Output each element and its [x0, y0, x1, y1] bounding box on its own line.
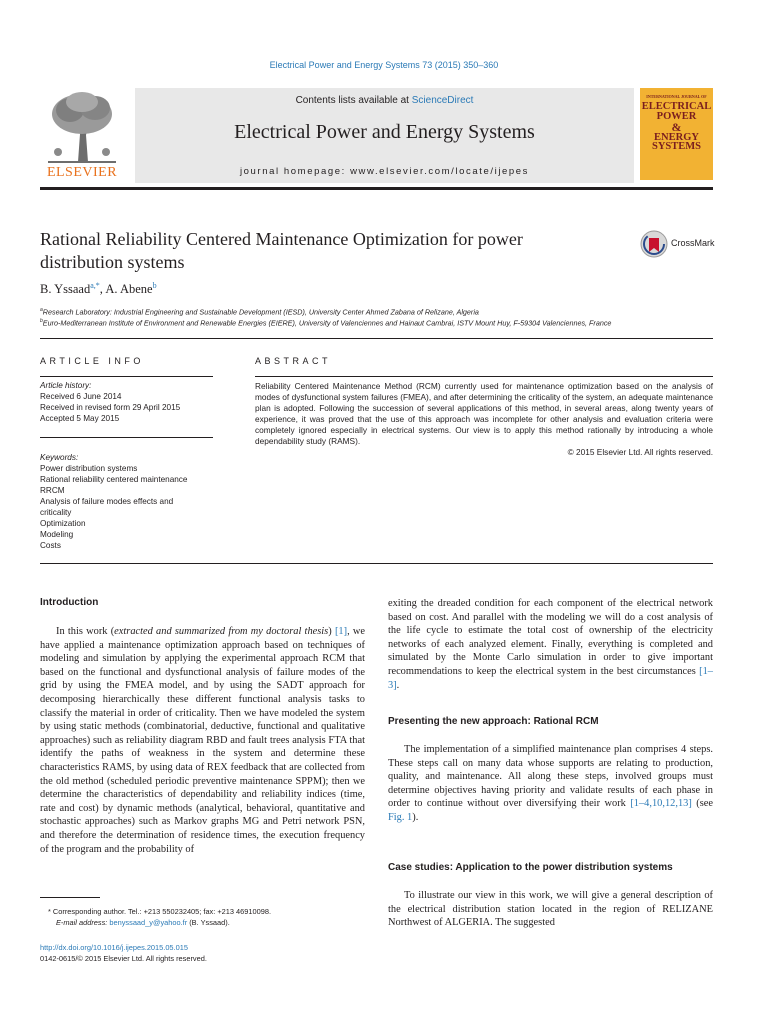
issn-copyright: 0142-0615/© 2015 Elsevier Ltd. All rights reserved. — [40, 954, 207, 963]
section-2-paragraph — [388, 743, 713, 825]
crossmark-icon — [640, 230, 668, 258]
introduction-heading: Introduction — [40, 597, 99, 608]
cover-line-3: POWER — [656, 111, 697, 122]
author-1: B. Yssaad — [40, 282, 91, 297]
affil-a-text: Research Laboratory: Industrial Engineering and Sustainable Development (IESD), University Center Ahmed Zabana of Relizane, Algeria — [42, 307, 479, 317]
right-text-a: exiting the dreaded condition for each component of the electrical network based on cost. And parallel with the modeling we will do a cost analysis of the life cycle to estimate the total cost of ownership of the electricity networks of each analyzed element. Finally, everything is completed and simulated by the Monte Carlo simulation in order to give important recommendations to keep the electrical system in the best circumstances — [388, 598, 713, 677]
sciencedirect-link[interactable]: ScienceDirect — [411, 95, 474, 106]
doi-block — [40, 942, 440, 964]
section-2-heading: Presenting the new approach: Rational RCM — [388, 716, 599, 727]
crossmark-label: CrossMark — [671, 238, 715, 248]
contents-line — [135, 95, 634, 106]
keyword: Analysis of failure modes effects and — [40, 497, 174, 506]
cover-line-5: ENERGY — [654, 132, 699, 143]
abstract-copyright: © 2015 Elsevier Ltd. All rights reserved. — [567, 447, 713, 457]
cover-line-4: & — [671, 120, 682, 134]
keyword: Rational reliability centered maintenance — [40, 475, 188, 484]
journal-cover[interactable] — [640, 88, 713, 180]
accepted-date: Accepted 5 May 2015 — [40, 414, 120, 423]
section-3-heading: Case studies: Application to the power distribution systems — [388, 862, 673, 873]
introduction-paragraph — [40, 625, 365, 856]
right-text-b: . — [396, 679, 400, 691]
section2-text-b: (see — [691, 798, 714, 810]
journal-citation[interactable]: Electrical Power and Energy Systems 73 (2015) 350–360 — [269, 60, 499, 70]
email-label: E-mail address: — [56, 918, 110, 927]
author-2-affil[interactable]: b — [152, 281, 157, 290]
section2-text-a: The implementation of a simplified maintenance plan comprises 4 steps. These steps call on many data whose supports are relating to production, quality, and maintenance. All along these steps, involved groups must determine objectives having priority and validate results of each phase in order to continue without over diversifying their work — [388, 744, 713, 810]
keyword: Optimization — [40, 519, 86, 528]
article-info-rule — [40, 376, 213, 377]
footnote-rule — [40, 897, 100, 898]
keywords-label: Keywords: — [40, 453, 79, 462]
affiliations-rule — [40, 338, 713, 339]
abstract-body: Reliability Centered Maintenance Method (RCM) currently used for maintenance optimization based on the analysis of modes of dysfunctional system failures (FMEA), and after determining the criticality of the system, an adequate maintenance plan is adopted. Following the succession of several applications of this method, in several areas, along twenty years of experience, it was proved that the use of this approach was incomplete for other analysis and evaluation criteria were completely ignored especially in electrical systems. Our view is to apply this method rationally by introducing a whole dependability study (RAMS). — [255, 381, 713, 446]
abstract-text — [255, 381, 713, 458]
article-info-heading: ARTICLE INFO — [40, 356, 144, 366]
history-rule — [40, 437, 213, 438]
keyword: criticality — [40, 508, 72, 517]
intro-italic: extracted and summarized from my doctoral thesis — [114, 626, 329, 637]
ref-link-1-3[interactable]: [1–3] — [388, 665, 713, 691]
contents-prefix: Contents lists available at — [295, 95, 412, 106]
keyword: Modeling — [40, 530, 74, 539]
author-2: , A. Abene — [99, 282, 153, 297]
email-link[interactable]: benyssaad_y@yahoo.fr — [109, 918, 188, 927]
front-matter-rule — [40, 563, 713, 564]
email-suffix: (B. Yssaad). — [187, 918, 230, 927]
affil-a-marker: a — [40, 307, 43, 313]
author-1-affil[interactable]: a, — [90, 281, 96, 290]
journal-homepage[interactable]: journal homepage: www.elsevier.com/locate/ijepes — [239, 166, 530, 177]
right-column-paragraph-1 — [388, 597, 713, 692]
footnote-block — [48, 906, 368, 928]
crossmark-badge[interactable] — [640, 228, 715, 260]
affiliation-a — [40, 307, 720, 316]
intro-text-c: , we have applied a maintenance optimization approach based on techniques of modeling and simulation by applying the experimental approach RCM that based on the functional and dysfunctional analysis of failure modes of the grid by using the FMEA model, and by using the SADT approach for decomposing hierarchically these different functional analysis tasks to classify the material in order of criticality. Then we have modeled the system by using static methods (combinatorial, deductive, functional and qualitative approaches) such as reliability diagram RBD and fault trees analysis FTA that identify the paths of weakness in the system and determine these characteristics RAMS, by using data of REX feedback that are collected from the old method (scheduled periodic preventive maintenance SPPM); then we determine the characteristics of dependability and reliability indices (time, rate and cost) by dynamic methods (analytical, behavioral, quantitative and stochastic approaches) such as Markov graphs MG and Petri network PSN, and therefore the determination of residence times, the execution frequency of the program and the probability of — [40, 626, 366, 855]
affil-b-marker: b — [40, 318, 43, 324]
section2-text-c: ). — [412, 811, 419, 823]
publisher-name: ELSEVIER — [46, 165, 118, 180]
keyword: Power distribution systems — [40, 464, 138, 473]
revised-date: Received in revised form 29 April 2015 — [40, 403, 181, 412]
keyword: RRCM — [40, 486, 65, 495]
affil-b-text: Euro-Mediterranean Institute of Environment and Renewable Energies (EIERE), University of Valenciennes and Hainaut Cambrai, ISTV Mount Huy, F-59304 Valenciennes, France — [42, 318, 612, 328]
authors-line — [40, 281, 157, 297]
section3-text: To illustrate our view in this work, we will give a general description of the electrical distribution station located in the region of RELIZANE Northwest of ALGERIA. The suggested — [388, 890, 713, 929]
header-rule — [40, 187, 713, 190]
history-label: Article history: — [40, 381, 92, 390]
corresponding-star[interactable]: * — [95, 281, 100, 290]
cover-line-2: ELECTRICAL — [641, 101, 712, 112]
keywords-block — [40, 452, 215, 551]
fig-1-link[interactable]: Fig. 1 — [388, 811, 413, 823]
keyword: Costs — [40, 541, 61, 550]
received-date: Received 6 June 2014 — [40, 392, 122, 401]
section-3-paragraph — [388, 889, 713, 930]
corresponding-author-note: * Corresponding author. Tel.: +213 550232405; fax: +213 46910098. — [48, 907, 271, 916]
journal-title: Electrical Power and Energy Systems — [234, 121, 535, 143]
cover-line-6: SYSTEMS — [651, 141, 702, 152]
email-line — [48, 917, 368, 928]
abstract-heading: ABSTRACT — [255, 356, 332, 366]
article-history — [40, 380, 215, 424]
affiliation-b — [40, 318, 720, 327]
intro-text-b: ) — [328, 626, 332, 637]
doi-link[interactable]: http://dx.doi.org/10.1016/j.ijepes.2015.05.015 — [40, 943, 188, 952]
ref-link-1[interactable]: [1] — [334, 626, 348, 637]
cover-line-1: INTERNATIONAL JOURNAL OF — [646, 94, 707, 99]
abstract-rule — [255, 376, 713, 377]
intro-text-a: In this work ( — [56, 626, 115, 637]
article-title: Rational Reliability Centered Maintenance Optimization for power distribution systems — [40, 229, 523, 272]
ref-link-multi[interactable]: [1–4,10,12,13] — [630, 798, 692, 810]
